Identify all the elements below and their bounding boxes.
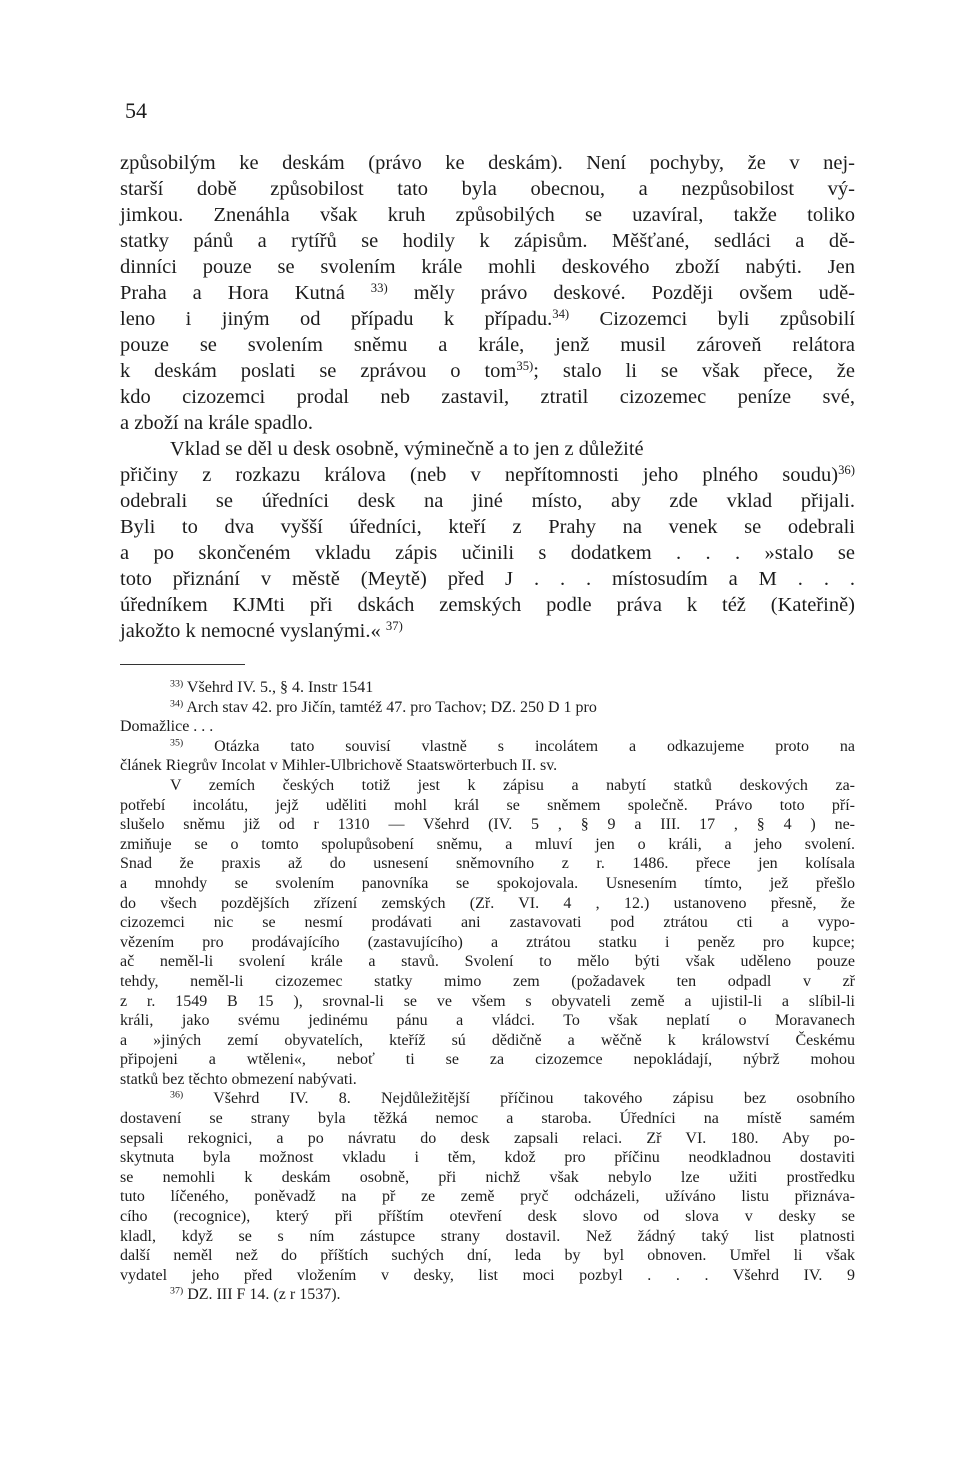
footnote-line: Domažlice . . .	[120, 718, 214, 736]
text-line: statky pánů a rytířů se hodily k zápisům. Měšťané, sedláci a dě-	[120, 230, 855, 252]
footnote-line: se nemohli k deskám osobně, při nichž však nebylo lze užiti prostředku	[120, 1168, 855, 1186]
text-run: Cizozemci byli způsobilí	[569, 308, 855, 330]
footnote-marker: 36)	[170, 1090, 184, 1102]
text-line: dinníci pouze se svolením krále mohli deskového zboží nabýti. Jen	[120, 256, 855, 278]
footnote-marker: 33)	[370, 281, 388, 296]
footnote-line: tehdy, neměl-li cizozemec statky mimo zem (požadavek ten odpadl v zř	[120, 972, 855, 990]
footnote-line: vydatel jeho před vložením v desky, list moci pozbyl . . . Všehrd IV. 9	[120, 1266, 855, 1284]
text-line: Byli to dva vyšší úředníci, kteří z Prahy na venek se odebrali	[120, 516, 855, 538]
footnote-line: V zemích českých totiž jest k zápisu a nabytí statků deskových za-	[170, 776, 855, 794]
footnote-line	[120, 1089, 855, 1109]
text-line	[120, 618, 855, 644]
footnote-marker: 35)	[170, 737, 184, 749]
footnote-line: cího (recognice), který při příštím otevření desk slovo od slova v desky se	[120, 1208, 855, 1226]
footnote-marker: 33)	[170, 678, 184, 690]
footnote-divider	[120, 664, 245, 665]
footnote-line: potřebí incolátu, jejž uděliti mohl král se sněmem společně. Právo toto pří-	[120, 796, 855, 814]
text-line: pouze se svolením sněmu a krále, jenž musil zároveň relátora	[120, 334, 855, 356]
text-line	[120, 358, 855, 384]
text-run: Všehrd IV. 8. Nejdůležitější příčinou takového zápisu bez osobního	[183, 1090, 855, 1108]
footnote-line: z r. 1549 B 15 ), srovnal-li se ve všem s obyvateli země a ujistil-li a slíbil-li	[120, 992, 855, 1010]
footnote-line: statků bez těchto obmezení nabývati.	[120, 1070, 357, 1088]
footnote-marker: 34)	[170, 698, 184, 710]
text-run: leno i jiným od případu k případu.	[120, 308, 553, 330]
footnote-line: skytnuta byla možnost vkladu i těm, kdož pro příčinu neodkladnou dostaviti	[120, 1149, 855, 1167]
footnote-marker: 37)	[385, 619, 403, 634]
footnote-line: a mnohdy se svolením panovníka se spokojovala. Usnesením tímto, jež přešlo	[120, 874, 855, 892]
text-run: Otázka tato souvisí vlastně s incolátem a odkazujeme proto na	[183, 737, 855, 755]
footnote-line	[120, 698, 855, 718]
footnote-line: tuto líčeného, poněvadž na př ze země pryč odcházeli, užíváno listu přiznáva-	[120, 1188, 855, 1206]
page-number: 54	[125, 98, 147, 123]
footnote-line: kladl, když se s ním zástupce strany dostavil. Než žádný taký list platnosti	[120, 1227, 855, 1245]
footnote-line: dostavení se strany byla těžká nemoc a staroba. Úředníci na místě samém	[120, 1110, 855, 1128]
footnote-line: připojeni a wtěleni«, neboť ti se za cizozemce nepokládají, nýbrž mohou	[120, 1051, 855, 1069]
text-line: a zboží na krále spadlo.	[120, 412, 313, 434]
text-line: odebrali se úředníci desk na jiné místo, aby zde vklad přijali.	[120, 490, 855, 512]
footnote-line: a »jiných zemí obyvatelích, kteříž sú dědičně a wěčně k králowství Českému	[120, 1031, 855, 1049]
footnote-marker: 34)	[552, 307, 570, 322]
text-run: ; stalo li se však přece, že	[533, 360, 855, 382]
main-text	[120, 150, 855, 644]
text-line	[120, 306, 855, 332]
footnote-line: sepsali rekognici, a po návratu do desk zapsali relaci. Zř VI. 180. Aby po-	[120, 1129, 855, 1147]
text-line: toto přiznání v městě (Meytě) před J . . . místosudím a M . . .	[120, 568, 855, 590]
footnote-marker: 36)	[838, 463, 855, 478]
text-line: způsobilým ke deskám (právo ke deskám). Není pochyby, že v nej-	[120, 152, 855, 174]
text-run: jakožto k nemocné vyslanými.«	[120, 620, 386, 642]
footnote-line	[120, 737, 855, 757]
text-line: jimkou. Znenáhla však kruh způsobilých se uzavíral, takže toliko	[120, 204, 855, 226]
text-line	[120, 462, 855, 488]
footnote-line: zmiňuje se o tomto spolupůsobení sněmu, a mluví jen o králi, a jeho svolení.	[120, 835, 855, 853]
footnote-line: králi, jako svému jedinému pánu a vládci. To však neplatí o Moravanech	[120, 1012, 855, 1030]
text-run: měly právo deskové. Později ovšem udě-	[387, 282, 856, 304]
footnote-line: ač neměl-li svolení krále a stavů. Svolení to mělo býti však uděleno pouze	[120, 953, 855, 971]
text-run: DZ. III F 14. (z r 1537).	[183, 1286, 341, 1304]
text-run: Všehrd IV. 5., § 4. Instr 1541	[183, 679, 374, 696]
footnote-line: do všech pozdějších zřízení zemských (Zř. VI. 4 , 12.) ustanoveno přesně, že	[120, 894, 855, 912]
footnote-line: slušelo sněmu již od r 1310 — Všehrd (IV. 5 , § 9 a III. 17 , § 4 ) ne-	[120, 816, 855, 834]
text-run: Praha a Hora Kutná	[120, 282, 371, 304]
text-line: Vklad se děl u desk osobně, výminečně a to jen z důležité	[170, 438, 644, 460]
footnote-line	[120, 678, 855, 698]
footnote-marker: 37)	[170, 1285, 184, 1297]
footnote-line: Snad že praxis až do usnesení sněmovního z r. 1486. přece jen kolísala	[120, 855, 855, 873]
footnote-marker: 35)	[516, 359, 534, 374]
text-line: starší době způsobilost tato byla obecnou, a nezpůsobilost vý-	[120, 178, 855, 200]
text-run: Arch stav 42. pro Jičín, tamtéž 47. pro Tachov; DZ. 250 D 1 pro	[183, 698, 597, 716]
text-run: přičiny z rozkazu králova (neb v nepřítomnosti jeho plného soudu)	[120, 464, 839, 486]
footnote-line: článek Riegrův Incolat v Mihler-Ulbrichově Staatswörterbuch II. sv.	[120, 757, 558, 775]
text-line	[120, 280, 855, 306]
footnotes	[120, 678, 855, 1305]
text-line: kdo cizozemci prodal neb zastavil, ztratil cizozemec peníze své,	[120, 386, 855, 408]
text-line: úředníkem KJMti při dskách zemských podle práva k též (Kateřině)	[120, 594, 855, 616]
footnote-line: vězením pro prodávajícího (zastavujícího) a ztrátou statku i peněz pro kupce;	[120, 933, 855, 951]
text-run: k deskám poslati se zprávou o tom	[120, 360, 517, 382]
footnote-line	[120, 1285, 855, 1305]
footnote-line: další neměl než do příštích suchých dní, leda by byl obnoven. Umřel li však	[120, 1247, 855, 1265]
footnote-line: cizozemci nic se nesmí prodávati ani zastavovati pod ztrátou cti a vypo-	[120, 914, 855, 932]
text-line: a po skončeném vkladu zápis učinili s dodatkem . . . »stalo se	[120, 542, 855, 564]
